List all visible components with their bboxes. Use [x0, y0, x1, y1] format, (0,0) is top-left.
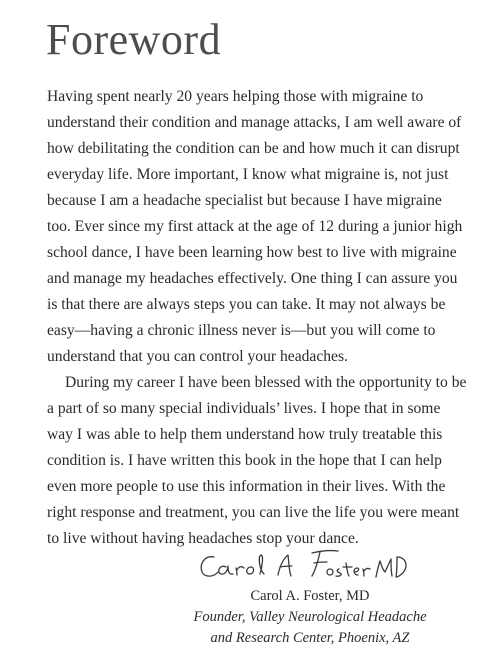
- author-title-line-1: Founder, Valley Neurological Headache: [193, 609, 427, 625]
- author-attribution: [190, 586, 430, 649]
- foreword-body: [47, 84, 467, 552]
- page-title: Foreword: [46, 15, 222, 64]
- handwritten-signature: [196, 541, 416, 589]
- author-name: Carol A. Foster, MD: [250, 588, 370, 604]
- paragraph-1: Having spent nearly 20 years helping those with migraine to understand their condition and manage attacks, I am well aware of how debilitating the condition can be and how much it can disrupt everyday life. More important, I know what migraine is, not just because I am a headache specialist but because I have migraine too. Ever since my first attack at the age of 12 during a junior high school dance, I have been learning how best to live with migraine and manage my headaches effectively. One thing I can assure you is that there are always steps you can take. It may not always be easy—having a chronic illness never is—but you will come to understand that you can control your headaches.: [47, 88, 463, 365]
- paragraph-2: During my career I have been blessed with the opportunity to be a part of so many special individuals’ lives. I hope that in some way I was able to help them understand how truly treatable this condition is. I have written this book in the hope that I can help even more people to use this information in their lives. With the right response and treatment, you can live the life you were meant to live without having headaches stop your dance.: [47, 374, 467, 547]
- signature-image: [196, 541, 416, 589]
- author-title-line-2: and Research Center, Phoenix, AZ: [210, 630, 410, 646]
